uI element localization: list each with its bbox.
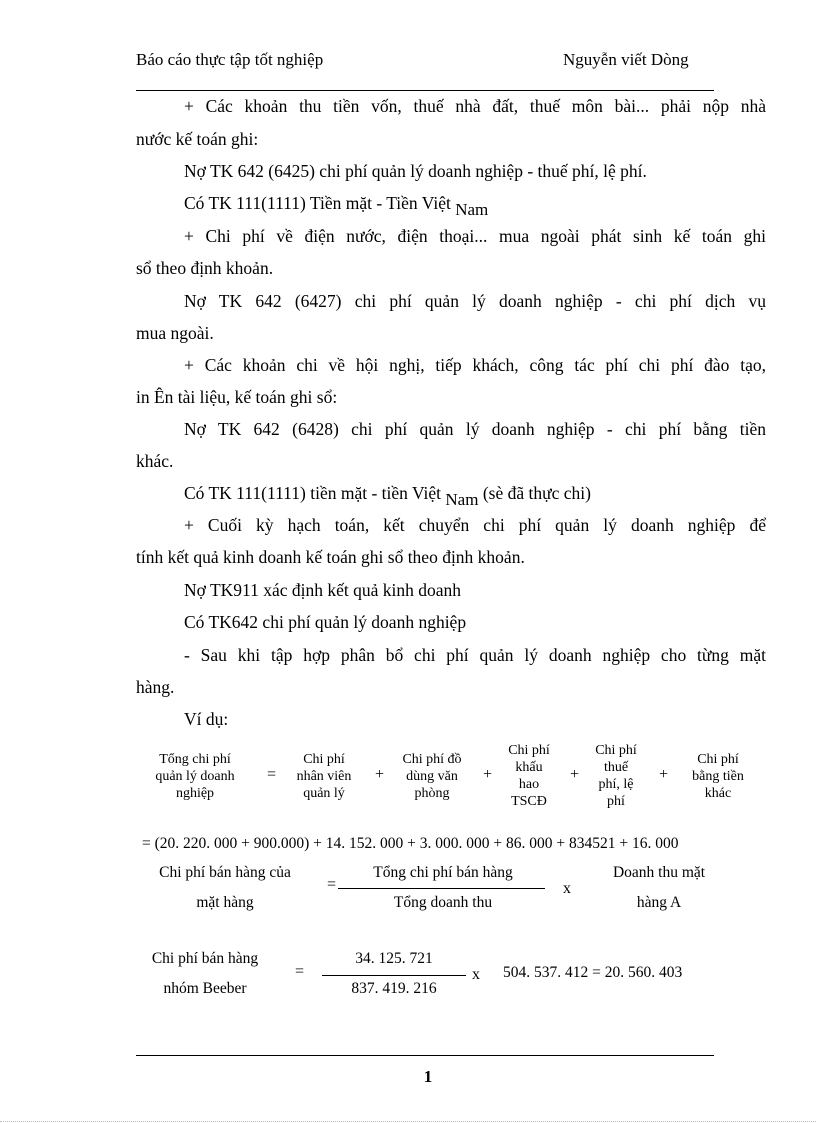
para-3 (136, 193, 766, 219)
formula1-plus-4: + (659, 766, 669, 783)
para-13: Ví dụ: (184, 709, 229, 729)
formula2-equals: = (327, 876, 337, 893)
formula1-c4-l2: thuế (603, 760, 629, 775)
formula3-denominator: 837. 419. 216 (351, 980, 437, 997)
para-5-line-2: mua ngoài. (136, 323, 214, 343)
para-2: Nợ TK 642 (6425) chi phí quản lý doanh nghiệp - thuế phí, lệ phí. (184, 161, 647, 181)
para-4-line-2: sổ theo định khoản. (136, 258, 274, 278)
para-8-text: Có TK 111(1111) tiền mặt - tiền Việt (184, 483, 446, 503)
formula1-c1-l2: nhân viên (296, 769, 352, 784)
formula1-total-l2: quản lý doanh (155, 769, 235, 784)
para-12-line-2: hàng. (136, 677, 175, 697)
formula1-supplies-cost (390, 751, 474, 802)
formula2-denominator: Tổng doanh thu (393, 894, 493, 911)
para-3-text: Có TK 111(1111) Tiền mặt - Tiền Việt (184, 193, 456, 213)
formula1-calculation: = (20. 220. 000 + 900.000) + 14. 152. 000 + 3. 000. 000 + 86. 000 + 834521 + 16. 000 (142, 835, 679, 852)
para-9-line-2: tính kết quả kinh doanh kế toán ghi sổ theo định khoản. (136, 547, 525, 567)
formula1-c5-l3: khác (704, 786, 732, 801)
para-1-line-2: nước kế toán ghi: (136, 129, 259, 149)
formula3-result: 504. 537. 412 = 20. 560. 403 (503, 964, 683, 981)
formula1-tax-cost (583, 742, 649, 810)
footer-rule (136, 1055, 714, 1056)
page-number: 1 (423, 1067, 433, 1086)
formula1-total (140, 751, 250, 802)
formula1-total-l3: nghiệp (175, 786, 215, 801)
formula3-fraction-bar (322, 975, 466, 976)
para-11: Có TK642 chi phí quản lý doanh nghiệp (184, 612, 467, 632)
formula2-right-l2: hàng A (636, 894, 682, 911)
para-1-line-1: + Các khoản thu tiền vốn, thuế nhà đất, thuế môn bài... phải nộp nhà (184, 96, 766, 116)
para-6-line-1: + Các khoản chi về hội nghị, tiếp khách, công tác phí chi phí đào tạo, (184, 355, 766, 375)
formula1-c4-l1: Chi phí (595, 743, 637, 758)
page-bottom-border (0, 1121, 816, 1122)
para-8 (136, 483, 766, 509)
para-10: Nợ TK911 xác định kết quả kinh doanh (184, 580, 462, 600)
formula1-c2-l1: Chi phí đồ (402, 752, 462, 767)
para-3-sub: Nam (455, 200, 489, 219)
para-8-sub: Nam (445, 490, 479, 509)
formula1-plus-3: + (570, 766, 580, 783)
formula1-c2-l3: phòng (414, 786, 450, 801)
formula2-left-l2: mặt hàng (196, 894, 254, 911)
formula1-depreciation-cost (497, 742, 561, 810)
formula1-c3-l4: TSCĐ (511, 794, 547, 809)
formula1-total-l1: Tổng chi phí (159, 752, 231, 767)
formula1-plus-1: + (375, 766, 385, 783)
para-5-line-1: Nợ TK 642 (6427) chi phí quản lý doanh nghiệp - chi phí dịch vụ (184, 291, 766, 311)
formula1-plus-2: + (483, 766, 493, 783)
formula1-equals: = (267, 766, 277, 783)
para-7-line-1: Nợ TK 642 (6428) chi phí quản lý doanh nghiệp - chi phí bằng tiền (184, 419, 766, 439)
formula1-c3-l3: hao (518, 777, 540, 792)
formula1-c3-l1: Chi phí (508, 743, 550, 758)
formula3-numerator: 34. 125. 721 (355, 950, 433, 967)
formula2-fraction-bar (338, 888, 545, 889)
formula1-other-cost (680, 751, 756, 802)
para-9-line-1: + Cuối kỳ hạch toán, kết chuyển chi phí quản lý doanh nghiệp để (184, 515, 766, 535)
formula2-right-l1: Doanh thu mặt (612, 864, 706, 881)
header-rule (136, 90, 714, 91)
formula3-left-l1: Chi phí bán hàng (151, 950, 259, 967)
formula1-staff-cost (284, 751, 364, 802)
formula1-c4-l3: phí, lệ (598, 777, 634, 792)
formula3-times: x (472, 966, 480, 983)
formula1-c3-l2: khấu (515, 760, 543, 775)
formula3-left-l2: nhóm Beeber (163, 980, 247, 997)
para-6-line-2: in Ên tài liệu, kế toán ghi sổ: (136, 387, 338, 407)
formula2-left-l1: Chi phí bán hàng của (159, 864, 291, 881)
header-title: Báo cáo thực tập tốt nghiệp (136, 50, 324, 69)
para-7-line-2: khác. (136, 451, 174, 471)
formula1-c1-l1: Chi phí (303, 752, 345, 767)
para-12-line-1: - Sau khi tập hợp phân bổ chi phí quản lý doanh nghiệp cho từng mặt (184, 645, 766, 665)
formula1-c5-l2: bằng tiền (692, 769, 744, 784)
header-author: Nguyễn viết Dòng (563, 50, 689, 69)
formula2-times: x (563, 880, 571, 897)
para-8-tail: (sè đã thực chi) (478, 483, 591, 503)
para-4-line-1: + Chi phí về điện nước, điện thoại... mua ngoài phát sinh kế toán ghi (184, 226, 766, 246)
formula1-c4-l4: phí (607, 794, 625, 809)
formula2-numerator: Tổng chi phí bán hàng (373, 864, 513, 881)
formula1-c1-l3: quản lý (303, 786, 345, 801)
formula1-c2-l2: dùng văn (406, 769, 458, 784)
formula1-c5-l1: Chi phí (697, 752, 739, 767)
formula3-equals: = (295, 963, 305, 980)
